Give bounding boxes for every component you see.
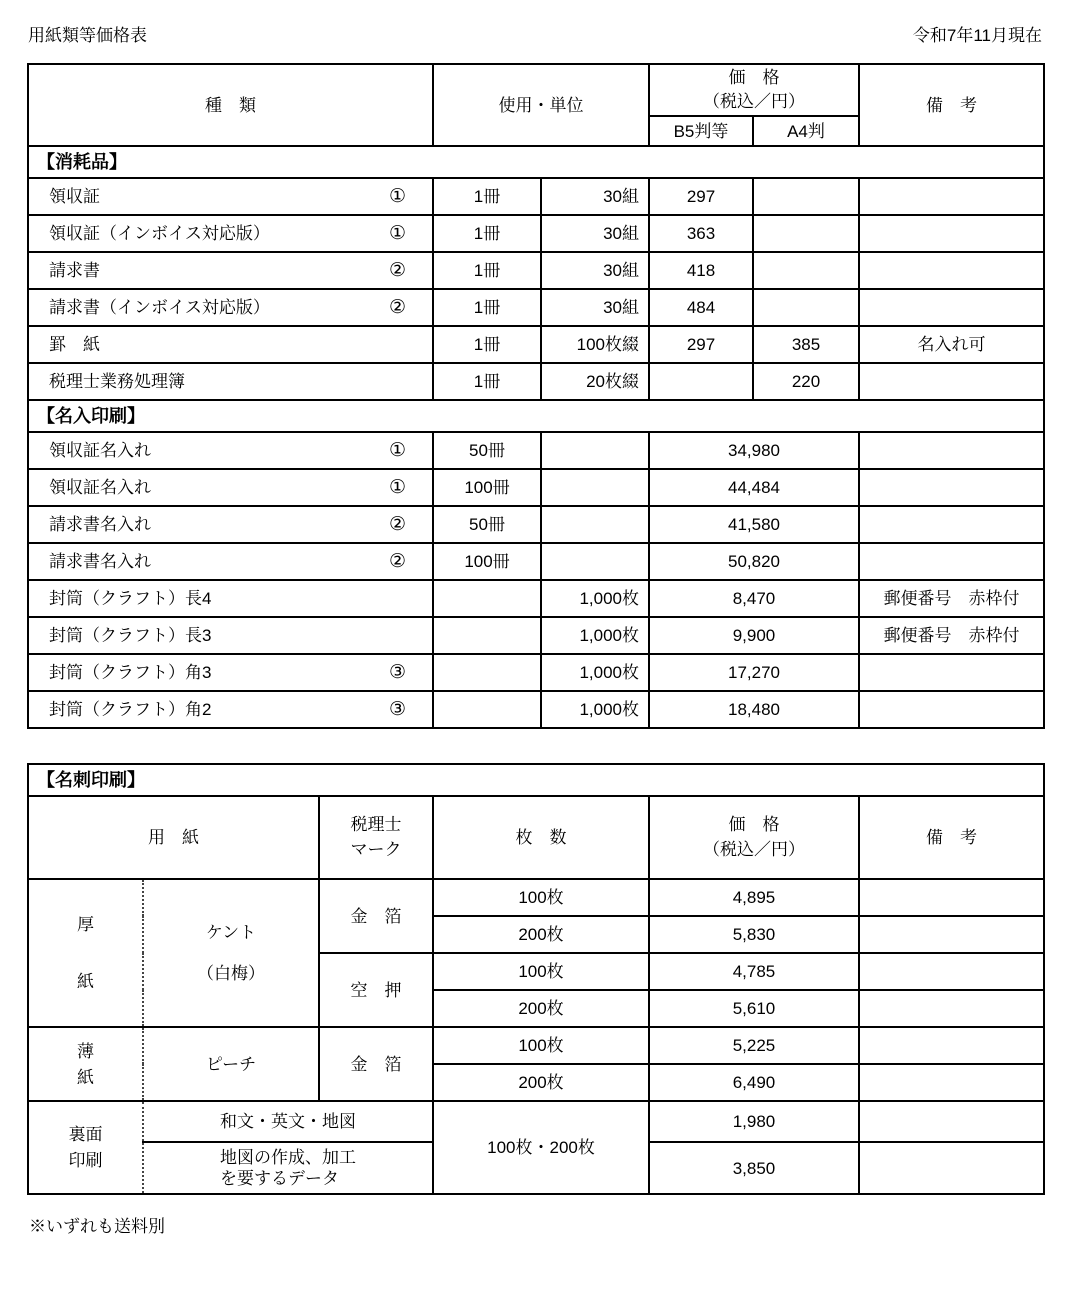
circle-number: ②: [388, 514, 406, 536]
cell-price-b5: 363: [649, 215, 753, 252]
category-line: 裏面: [68, 1125, 103, 1145]
cell-remarks: [859, 178, 1044, 215]
table-row: [28, 691, 1044, 728]
card-price-line2: （税込／円）: [703, 839, 805, 859]
circle-number: ①: [388, 477, 406, 499]
table-row: [28, 289, 1044, 326]
cell-unit-count: 1冊: [433, 252, 541, 289]
table-row: [28, 506, 1044, 543]
col-header-usage-unit: 使用・単位: [433, 64, 649, 146]
card-price-line1: 価 格: [728, 815, 780, 835]
section-label-consumables: 【消耗品】: [28, 146, 1044, 178]
cell-sheet-count: 200枚: [433, 916, 649, 953]
cell-unit-count: 1冊: [433, 215, 541, 252]
cell-card-remarks: [859, 1064, 1044, 1101]
cell-unit-size: 30組: [541, 252, 649, 289]
tax-mark-line1: 税理士: [350, 815, 402, 835]
cell-card-price: 4,895: [649, 879, 859, 916]
table-row: [28, 543, 1044, 580]
circle-number: ①: [388, 186, 406, 208]
table-row: [28, 879, 1044, 916]
doc-date: 令和7年11月現在: [912, 26, 1042, 45]
cell-card-remarks: [859, 953, 1044, 990]
paper-type-line: （白梅）: [197, 964, 265, 984]
cell-remarks: [859, 363, 1044, 400]
page-title: 用紙類等価格表: [28, 26, 147, 45]
cell-price: 44,484: [649, 469, 859, 506]
cell-card-price: 5,225: [649, 1027, 859, 1064]
cell-product-name: [28, 289, 433, 326]
price-header-line2: （税込／円）: [703, 92, 805, 112]
cell-price: 50,820: [649, 543, 859, 580]
circle-number: ②: [388, 551, 406, 573]
cell-price-a4: [753, 289, 859, 326]
cell-unit-count: 100冊: [433, 543, 541, 580]
table-row: [28, 432, 1044, 469]
cell-card-remarks: [859, 916, 1044, 953]
cell-unit-size: 1,000枚: [541, 580, 649, 617]
card-header-row: [28, 796, 1044, 879]
cell-product-name: [28, 543, 433, 580]
cell-unit-count: 1冊: [433, 326, 541, 363]
cell-unit-count: 1冊: [433, 363, 541, 400]
cell-back-print-type: 和文・英文・地図: [143, 1101, 433, 1142]
circle-number: ②: [388, 260, 406, 282]
col-header-tax-mark: [319, 796, 433, 879]
product-name: 請求書名入れ: [49, 552, 151, 572]
cell-remarks: [859, 506, 1044, 543]
circle-number: ①: [388, 223, 406, 245]
cell-price: 17,270: [649, 654, 859, 691]
back-print-line1: 地図の作成、加工: [220, 1148, 356, 1168]
circle-number: ①: [388, 440, 406, 462]
cell-unit-count: [433, 580, 541, 617]
cell-mark-gold-foil: 金 箔: [319, 879, 433, 953]
cell-unit-size: [541, 432, 649, 469]
cell-unit-count: 1冊: [433, 289, 541, 326]
table-row: [28, 654, 1044, 691]
cell-unit-size: 1,000枚: [541, 654, 649, 691]
product-name: 領収証: [49, 187, 100, 207]
cell-product-name: [28, 326, 433, 363]
cell-price: 18,480: [649, 691, 859, 728]
cell-price-b5: 297: [649, 326, 753, 363]
product-name: 封筒（クラフト）長4: [49, 589, 212, 609]
cell-unit-count: 50冊: [433, 506, 541, 543]
table-row: [28, 1027, 1044, 1064]
product-name: 封筒（クラフト）長3: [49, 626, 212, 646]
table-row: [28, 326, 1044, 363]
cell-sheet-count: 100枚: [433, 953, 649, 990]
header-row-1: [28, 64, 1044, 116]
cell-card-remarks: [859, 1142, 1044, 1194]
cell-product-name: [28, 506, 433, 543]
cell-paper-type-peach: ピーチ: [143, 1027, 319, 1101]
col-header-remarks: 備 考: [859, 64, 1044, 146]
cell-remarks: [859, 654, 1044, 691]
cell-product-name: [28, 469, 433, 506]
col-header-b5: B5判等: [649, 116, 753, 146]
cell-unit-size: 20枚綴: [541, 363, 649, 400]
cell-paper-category-thick: [28, 879, 143, 1027]
cell-unit-count: 1冊: [433, 178, 541, 215]
cell-remarks: [859, 691, 1044, 728]
product-name: 封筒（クラフト）角3: [49, 663, 212, 683]
circle-number: ③: [388, 662, 406, 684]
cell-unit-size: 30組: [541, 178, 649, 215]
category-char: 薄: [77, 1041, 94, 1061]
cell-remarks: [859, 215, 1044, 252]
section-row-name-print: [28, 400, 1044, 432]
table-row: [28, 469, 1044, 506]
paper-type-line: ケント: [205, 923, 257, 943]
cell-mark-gold-foil: 金 箔: [319, 1027, 433, 1101]
table-row: [28, 178, 1044, 215]
cell-price: 9,900: [649, 617, 859, 654]
cell-unit-count: [433, 691, 541, 728]
document-header: [27, 26, 1043, 46]
col-header-type: 種 類: [28, 64, 433, 146]
cell-price-a4: 220: [753, 363, 859, 400]
cell-sheet-count: 100枚: [433, 1027, 649, 1064]
cell-card-price: 5,830: [649, 916, 859, 953]
cell-price-a4: [753, 215, 859, 252]
cell-remarks: [859, 543, 1044, 580]
cell-card-price: 1,980: [649, 1101, 859, 1142]
cell-unit-size: 1,000枚: [541, 691, 649, 728]
cell-paper-category-thin: [28, 1027, 143, 1101]
cell-price-a4: [753, 178, 859, 215]
cell-unit-count: 50冊: [433, 432, 541, 469]
cell-remarks: [859, 469, 1044, 506]
product-name: 領収証名入れ: [49, 441, 151, 461]
cell-price: 8,470: [649, 580, 859, 617]
cell-card-price: 4,785: [649, 953, 859, 990]
shipping-footnote: ※いずれも送料別: [29, 1217, 165, 1237]
cell-price-b5: 297: [649, 178, 753, 215]
cell-price-b5: 484: [649, 289, 753, 326]
cell-product-name: [28, 252, 433, 289]
cell-sheet-count: 200枚: [433, 1064, 649, 1101]
cell-remarks: [859, 289, 1044, 326]
cell-price-b5: [649, 363, 753, 400]
cell-unit-size: [541, 543, 649, 580]
cell-remarks: [859, 252, 1044, 289]
circle-number: ③: [388, 699, 406, 721]
table-row: [28, 580, 1044, 617]
col-header-price: [649, 64, 859, 116]
cell-unit-size: [541, 469, 649, 506]
cell-card-remarks: [859, 1027, 1044, 1064]
back-print-line2: を要するデータ: [220, 1169, 339, 1189]
cell-product-name: [28, 215, 433, 252]
category-char: 厚: [77, 915, 94, 935]
cell-product-name: [28, 178, 433, 215]
cell-product-name: [28, 617, 433, 654]
cell-product-name: [28, 580, 433, 617]
category-char: 紙: [77, 972, 94, 992]
cell-sheet-count-range: 100枚・200枚: [433, 1101, 649, 1194]
cell-price-a4: [753, 252, 859, 289]
business-card-table: [27, 763, 1045, 1195]
cell-remarks: 名入れ可: [859, 326, 1044, 363]
circle-number: ②: [388, 297, 406, 319]
section-row-business-card: [28, 764, 1044, 796]
cell-product-name: [28, 654, 433, 691]
product-name: 罫 紙: [49, 335, 100, 355]
cell-remarks: 郵便番号 赤枠付: [859, 617, 1044, 654]
cell-unit-count: [433, 654, 541, 691]
cell-unit-size: 30組: [541, 215, 649, 252]
cell-price-b5: 418: [649, 252, 753, 289]
product-name: 領収証（インボイス対応版）: [49, 224, 270, 244]
table-row: [28, 363, 1044, 400]
product-name: 封筒（クラフト）角2: [49, 700, 212, 720]
main-price-table: [27, 63, 1045, 729]
tax-mark-line2: マーク: [350, 839, 402, 859]
cell-sheet-count: 200枚: [433, 990, 649, 1027]
product-name: 領収証名入れ: [49, 478, 151, 498]
cell-remarks: 郵便番号 赤枠付: [859, 580, 1044, 617]
cell-card-remarks: [859, 1101, 1044, 1142]
cell-paper-category-back-print: [28, 1101, 143, 1194]
cell-unit-count: [433, 617, 541, 654]
cell-unit-size: [541, 506, 649, 543]
table-row: [28, 1101, 1044, 1142]
cell-price: 34,980: [649, 432, 859, 469]
section-label-business-card: 【名刺印刷】: [28, 764, 1044, 796]
table-row: [28, 617, 1044, 654]
col-header-a4: A4判: [753, 116, 859, 146]
cell-unit-size: 100枚綴: [541, 326, 649, 363]
cell-product-name: [28, 432, 433, 469]
cell-product-name: [28, 691, 433, 728]
cell-card-remarks: [859, 990, 1044, 1027]
cell-unit-size: 1,000枚: [541, 617, 649, 654]
cell-sheet-count: 100枚: [433, 879, 649, 916]
section-row-consumables: [28, 146, 1044, 178]
cell-price-a4: 385: [753, 326, 859, 363]
cell-price: 41,580: [649, 506, 859, 543]
col-header-card-remarks: 備 考: [859, 796, 1044, 879]
price-header-line1: 価 格: [728, 67, 780, 87]
product-name: 税理士業務処理簿: [49, 372, 185, 392]
table-row: [28, 252, 1044, 289]
cell-mark-emboss: 空 押: [319, 953, 433, 1027]
table-row: [28, 215, 1044, 252]
col-header-card-price: [649, 796, 859, 879]
col-header-count: 枚 数: [433, 796, 649, 879]
cell-product-name: [28, 363, 433, 400]
cell-card-price: 3,850: [649, 1142, 859, 1194]
cell-unit-size: 30組: [541, 289, 649, 326]
product-name: 請求書（インボイス対応版）: [49, 298, 270, 318]
cell-unit-count: 100冊: [433, 469, 541, 506]
section-label-name-print: 【名入印刷】: [28, 400, 1044, 432]
col-header-paper: 用 紙: [28, 796, 319, 879]
cell-back-print-type: [143, 1142, 433, 1194]
product-name: 請求書: [49, 261, 100, 281]
category-line: 印刷: [68, 1151, 103, 1171]
category-char: 紙: [77, 1067, 94, 1087]
cell-card-remarks: [859, 879, 1044, 916]
cell-remarks: [859, 432, 1044, 469]
cell-card-price: 5,610: [649, 990, 859, 1027]
cell-card-price: 6,490: [649, 1064, 859, 1101]
product-name: 請求書名入れ: [49, 515, 151, 535]
cell-paper-type-kent: [143, 879, 319, 1027]
